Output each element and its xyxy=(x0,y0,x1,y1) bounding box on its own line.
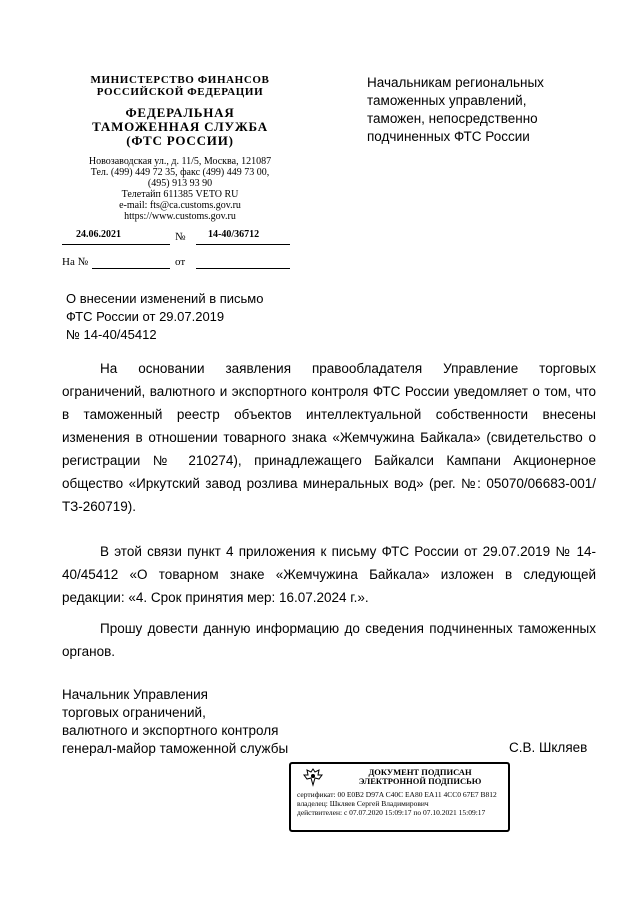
stamp-title: ДОКУМЕНТ ПОДПИСАН ЭЛЕКТРОННОЙ ПОДПИСЬЮ xyxy=(358,767,482,786)
position-line: генерал-майор таможенной службы xyxy=(62,741,289,756)
subject xyxy=(66,290,263,344)
from-label: от xyxy=(175,256,186,268)
position-line: Начальник Управления xyxy=(62,687,208,702)
stamp-certificate: сертификат: 00 E0B2 D97A C40C EA80 EA11 4CC0 67E7 B812 xyxy=(297,790,497,799)
body-paragraph-1: На основании заявления правообладателя Управление торговых ограничений, валютного и экспортного контроля ФТС России уведомляет о том, что в таможенный реестр объектов интеллектуальной собственности внесены изменения в отношении товарного знака «Жемчужина Байкала» (свидетельство о регистрации № 210274), принадлежащего Байкалси Кампани Акционерное общество «Иркутский завод розлива минеральных вод» (рег. №: 05070/06683-001/ТЗ-260719). xyxy=(62,361,596,514)
agency-line-1: ФЕДЕРАЛЬНАЯ xyxy=(125,105,235,120)
registration-number: 14-40/36712 xyxy=(208,229,260,240)
body-paragraph-3: Прошу довести данную информацию до сведения подчиненных таможенных органов. xyxy=(62,621,596,659)
addressee-line: подчиненных ФТС России xyxy=(367,129,530,144)
registration-date-field xyxy=(62,228,170,245)
subject-line: О внесении изменений в письмо xyxy=(66,291,264,306)
ministry-line-2: РОССИЙСКОЙ ФЕДЕРАЦИИ xyxy=(96,86,264,98)
signatory-name: С.В. Шкляев xyxy=(509,740,588,755)
addressee-line: Начальникам региональных xyxy=(367,75,544,90)
addressee-line: таможенных управлений, xyxy=(367,93,527,108)
position-line: валютного и экспортного контроля xyxy=(62,723,279,738)
contact-phone: Тел. (499) 449 72 35, факс (499) 449 73 00, xyxy=(90,167,270,178)
signatory-position xyxy=(62,686,288,758)
reply-date-field xyxy=(196,254,290,269)
addressee-line: таможен, непосредственно xyxy=(367,111,538,126)
letter-body-3 xyxy=(62,617,596,663)
addressee xyxy=(367,74,617,146)
contact-address: Новозаводская ул., д. 11/5, Москва, 121087 xyxy=(88,156,272,167)
body-paragraph-2: В этой связи пункт 4 приложения к письму ФТС России от 29.07.2019 № 14-40/45412 «О товарном знаке «Жемчужина Байкала» изложен в следующей редакции: «4. Срок принятия мер: 16.07.2024 г.». xyxy=(62,544,596,605)
letter-body-2 xyxy=(62,540,596,609)
number-sign: № xyxy=(175,231,186,243)
stamp-owner: владелец: Шкляев Сергей Владимирович xyxy=(297,799,429,808)
e-signature-stamp xyxy=(289,762,510,832)
contact-email: e-mail: fts@ca.customs.gov.ru xyxy=(119,200,241,211)
contact-teletype: Телетайп 611385 VETO RU xyxy=(121,189,239,200)
subject-line: ФТС России от 29.07.2019 xyxy=(66,309,225,324)
letterhead xyxy=(64,74,296,222)
position-line: торговых ограничений, xyxy=(62,705,206,720)
letter-body xyxy=(62,357,596,518)
ministry-line-1: МИНИСТЕРСТВО ФИНАНСОВ xyxy=(90,74,270,86)
agency-line-3: (ФТС РОССИИ) xyxy=(126,133,234,148)
reply-number-field xyxy=(92,254,170,269)
stamp-validity: действителен: с 07.07.2020 15:09:17 по 07.10.2021 15:09:17 xyxy=(297,808,486,817)
contact-website: https://www.customs.gov.ru xyxy=(124,211,236,222)
subject-line: № 14-40/45412 xyxy=(66,327,157,342)
agency-line-2: ТАМОЖЕННАЯ СЛУЖБА xyxy=(92,119,268,134)
registration-date: 24.06.2021 xyxy=(76,229,121,240)
contact-phone-2: (495) 913 93 90 xyxy=(147,178,213,189)
reply-label: На № xyxy=(62,256,89,268)
eagle-emblem-icon xyxy=(301,767,325,787)
registration-number-field xyxy=(196,228,290,245)
